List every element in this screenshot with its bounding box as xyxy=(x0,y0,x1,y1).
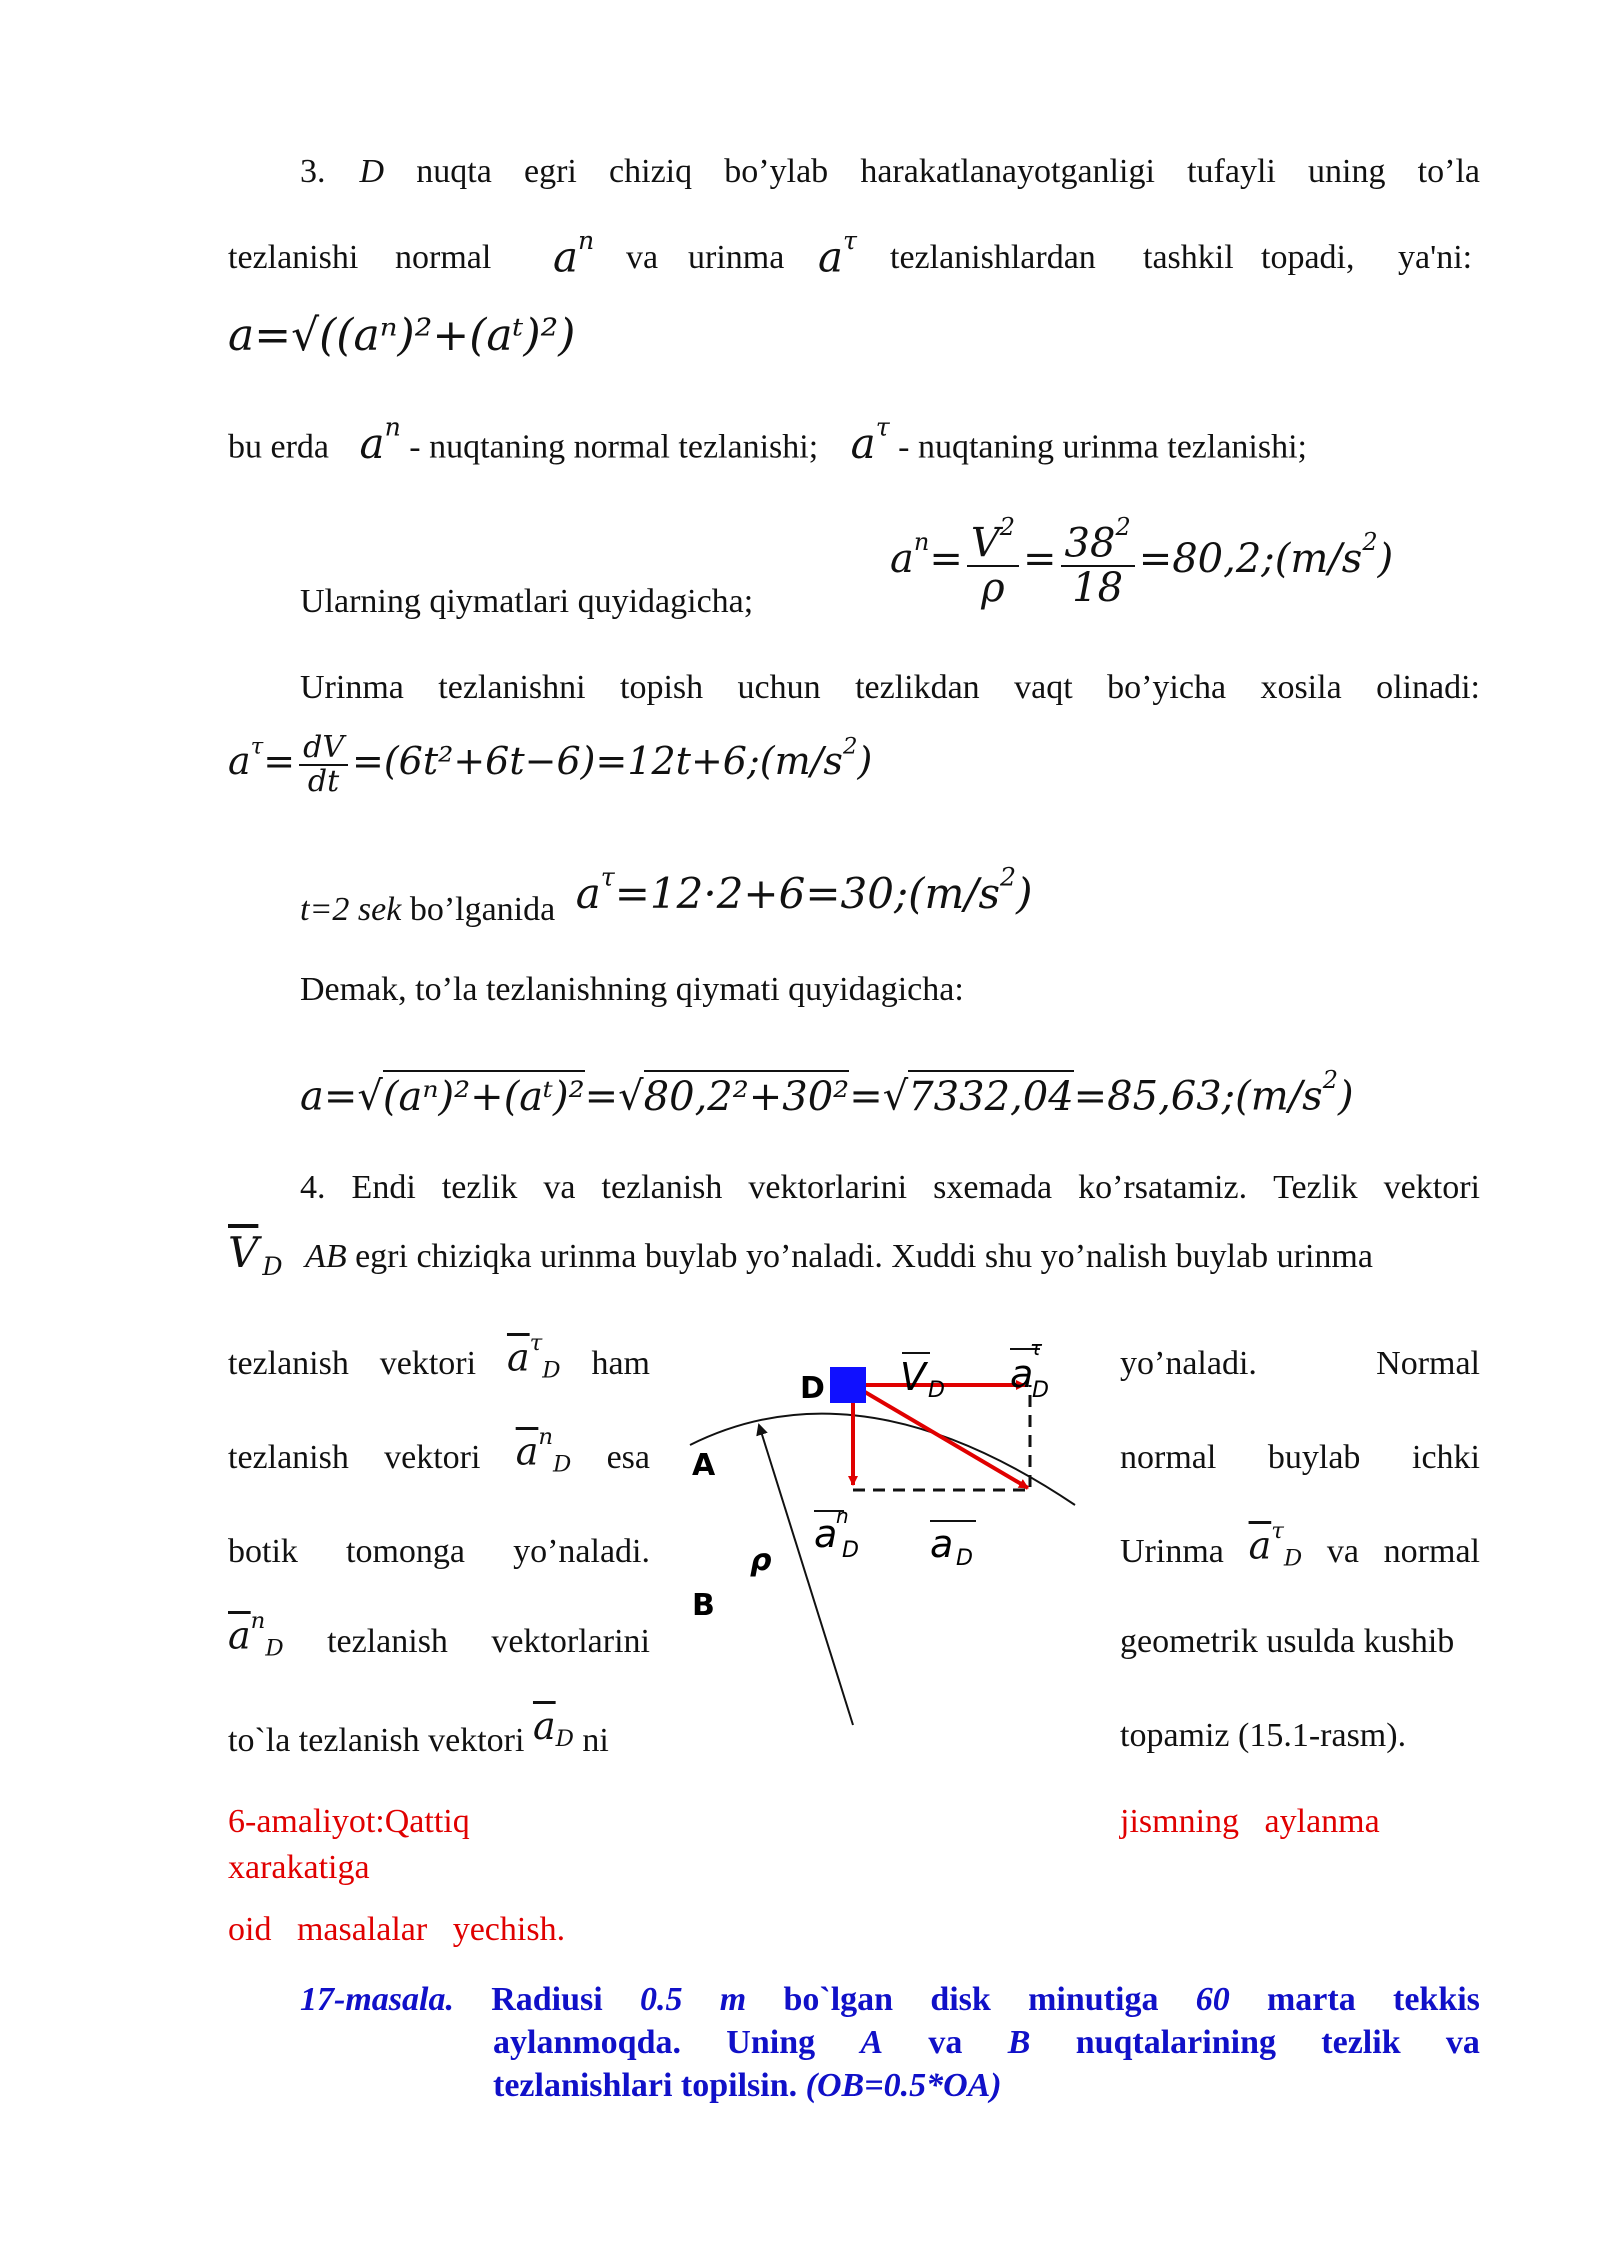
label-D: D xyxy=(800,1371,825,1406)
word: Urinma xyxy=(300,669,404,706)
word: xosila xyxy=(1260,669,1342,706)
symbol-a-tau: $a^\tau$ xyxy=(818,226,857,282)
right-row-5: topamiz (15.1-rasm). xyxy=(1120,1717,1407,1754)
left-row-5: to`la tezlanish vektori $\overline{a}_D$ ni xyxy=(228,1704,609,1759)
left-row-4: $\overline{a}^n_D$ tezlanish vektorlarini xyxy=(228,1608,650,1662)
label-a-n-D xyxy=(814,1504,859,1563)
word: tufayli xyxy=(1187,153,1276,190)
svg-text:D: D xyxy=(928,1378,945,1403)
label-a-tau-D xyxy=(1010,1336,1049,1403)
word: tezlik xyxy=(441,1169,518,1206)
word: to’la xyxy=(1417,153,1480,190)
word: va xyxy=(543,1169,576,1206)
svg-text:D: D xyxy=(956,1546,973,1571)
word: Tezlik xyxy=(1273,1169,1358,1206)
p3-definitions xyxy=(228,412,1307,469)
word: chiziq xyxy=(609,153,693,190)
vector-diagram xyxy=(680,1325,1100,1745)
svg-text:a: a xyxy=(814,1512,838,1556)
word: nuqta xyxy=(416,153,492,190)
symbol-a-n-D: $\overline{a}^n_D$ xyxy=(228,1608,284,1662)
word: tezlanishi xyxy=(228,239,359,276)
svg-text:a: a xyxy=(930,1522,954,1566)
word: vektorlarini xyxy=(748,1169,908,1206)
word: topish xyxy=(620,669,704,706)
symbol-V-D: $\overline{V}$ $_D$ xyxy=(228,1228,283,1281)
label-A: A xyxy=(692,1448,716,1483)
word: va xyxy=(626,239,659,276)
word: tezlanishlardan xyxy=(890,239,1096,276)
word: tezlanish xyxy=(601,1169,723,1206)
item-number: 3. xyxy=(300,153,326,190)
formula-tangential-derivative: $a^\tau=$ $\frac{dV}{dt}$ $=(6t^2+6t-6)=12t+6;(m/s^2)$ xyxy=(228,730,873,799)
formula-normal-acceleration: $a^n=$ $\frac{V^2}{\rho}$ = $\frac{38^2}{18}$ $=80,2;(m/s^2)$ xyxy=(890,513,1394,611)
word: tezlanishni xyxy=(438,669,586,706)
word: bo’ylab xyxy=(724,153,829,190)
symbol-a-tau-D: $\overline{a}^\tau_D$ xyxy=(1248,1518,1303,1572)
word: uning xyxy=(1308,153,1386,190)
word: tezlikdan xyxy=(855,669,980,706)
formula-total-value: $a=√(a^n)^2+(aᵗ)^2=√80,2^2+30^2=√7332,04=85,63;(m/s^2)$ xyxy=(300,1066,1354,1120)
right-row-3: Urinma $\overline{a}^\tau_D$ va normal xyxy=(1120,1518,1480,1572)
word: urinma xyxy=(688,239,785,276)
svg-text:D: D xyxy=(1032,1378,1049,1403)
right-row-4: geometrik usulda kushib xyxy=(1120,1623,1455,1660)
section-heading-right: jismning aylanma xyxy=(1120,1803,1380,1840)
word: vaqt xyxy=(1014,669,1073,706)
radius-line xyxy=(759,1425,853,1725)
svg-text:n: n xyxy=(836,1504,849,1528)
word: ya'ni: xyxy=(1398,239,1473,276)
AB: AB xyxy=(305,1238,347,1275)
point-D: D xyxy=(359,153,385,190)
normal-description: - nuqtaning normal tezlanishi; xyxy=(409,428,819,466)
formula-total-acceleration: a=√((aⁿ)²+(aᵗ)²) xyxy=(228,310,576,361)
label-a-D xyxy=(930,1521,976,1571)
formula-tangential-value: $a^\tau=12\cdot 2+6=30;(m/s^2)$ xyxy=(575,862,1033,918)
word: normal xyxy=(395,239,492,276)
word: tashkil xyxy=(1143,239,1234,276)
left-row-3: botik tomonga yo’naladi. xyxy=(228,1533,650,1570)
symbol-a-n: $a^n$ xyxy=(359,412,401,468)
problem-line-1: 17-masala. Radiusi 0.5 m bo`lgan disk minutiga 60 marta tekkis xyxy=(300,1981,1480,2018)
word: vektori xyxy=(1383,1169,1480,1206)
section-heading-line3: oid masalalar yechish. xyxy=(228,1911,566,1948)
urinma-line xyxy=(300,668,1480,709)
left-row-1: tezlanish vektori $\overline{a}^\tau_D$ ham xyxy=(228,1330,650,1384)
bolganida: bo’lganida xyxy=(401,890,556,928)
t-value: t=2 sek xyxy=(300,890,402,928)
right-row-2: normal buylab ichki xyxy=(1120,1439,1480,1476)
bu-erda: bu erda xyxy=(228,428,330,466)
word: 4. xyxy=(300,1169,326,1206)
svg-text:V: V xyxy=(900,1355,926,1399)
demak-line: Demak, to’la tezlanishning qiymati quyidagicha: xyxy=(300,971,964,1008)
word: sxemada xyxy=(933,1169,1053,1206)
word: Endi xyxy=(351,1169,416,1206)
section-heading-left-2: xarakatiga xyxy=(228,1849,370,1886)
svg-text:τ: τ xyxy=(1030,1336,1043,1360)
svg-text:a: a xyxy=(1010,1352,1034,1396)
word: olinadi: xyxy=(1376,669,1480,706)
symbol-a-n: $a^n$ xyxy=(553,226,595,282)
problem-line-2: aylanmoqda. Uning A va B nuqtalarining tezlik va xyxy=(493,2024,1480,2061)
symbol-a-tau-D: $\overline{a}^\tau_D$ xyxy=(506,1330,561,1384)
t2-line xyxy=(300,862,1033,928)
word: ko’rsatamiz. xyxy=(1078,1169,1248,1206)
p4-line1 xyxy=(300,1168,1480,1209)
word: egri xyxy=(523,153,577,190)
p4-line2 xyxy=(228,1228,1480,1282)
urinma-description: - nuqtaning urinma tezlanishi; xyxy=(898,428,1307,466)
label-V-D xyxy=(900,1353,945,1403)
problem-line-3: tezlanishlari topilsin. (OB=0.5*OA) xyxy=(493,2067,1002,2104)
label-B: B xyxy=(692,1588,715,1623)
symbol-a-D: $\overline{a}_D$ xyxy=(532,1704,574,1752)
symbol-a-tau: $a^\tau$ xyxy=(850,412,890,468)
section-heading-left-1: 6-amaliyot:Qattiq xyxy=(228,1803,470,1840)
p3-line2 xyxy=(228,226,1480,292)
p3-line1 xyxy=(300,152,1480,193)
word: bo’yicha xyxy=(1107,669,1227,706)
word: harakatlanayotganligi xyxy=(860,153,1155,190)
left-row-2: tezlanish vektori $\overline{a}^n_D$ esa xyxy=(228,1424,650,1478)
label-rho: ρ xyxy=(750,1543,772,1578)
svg-text:D: D xyxy=(842,1538,859,1563)
p4-line2-text: egri chiziqka urinma buylab yo’naladi. Xuddi shu yo’nalish buylab urinma xyxy=(355,1238,1373,1275)
point-D-square xyxy=(830,1367,866,1403)
right-row-1: yo’naladi. Normal xyxy=(1120,1345,1480,1382)
word: topadi, xyxy=(1261,239,1355,276)
word: uchun xyxy=(737,669,821,706)
symbol-a-n-D: $\overline{a}^n_D$ xyxy=(515,1424,572,1478)
values-label: Ularning qiymatlari quyidagicha; xyxy=(300,583,754,620)
